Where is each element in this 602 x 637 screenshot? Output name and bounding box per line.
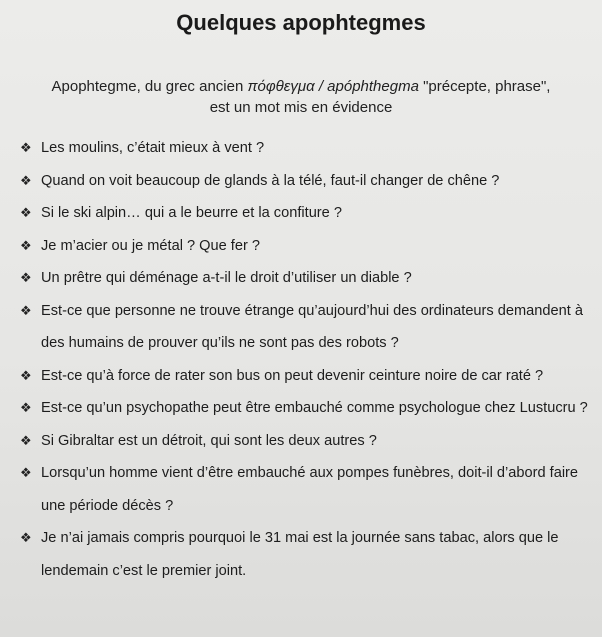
intro-paragraph [40,76,562,118]
intro-transliteration: apóphthegma [327,78,419,95]
list-item [20,522,600,587]
diamond-bullet-icon: ❖ [20,140,32,155]
list-item [20,360,600,393]
list-item [20,392,600,425]
list-item-text: Est-ce qu’à force de rater son bus on peut devenir ceinture noire de car raté ? [41,367,544,384]
list-item-text: Si Gibraltar est un détroit, qui sont les deux autres ? [41,432,377,449]
diamond-bullet-icon: ❖ [20,400,32,415]
list-item-text: Lorsqu’un homme vient d’être embauché aux pompes funèbres, doit-il d’abord faire une période décès ? [41,465,579,514]
list-item [20,262,600,295]
diamond-bullet-icon: ❖ [20,172,32,188]
intro-text-after: "précepte, phrase", est un mot mis en évidence [209,78,551,116]
list-item [20,295,600,360]
list-item [20,425,600,458]
diamond-bullet-icon: ❖ [20,205,32,220]
list-item-text: Quand on voit beaucoup de glands à la télé, faut-il changer de chêne ? [41,172,500,189]
list-item-text: Si le ski alpin… qui a le beurre et la confiture ? [41,205,342,221]
list-item-text: Un prêtre qui déménage a-t-il le droit d’utiliser un diable ? [41,270,412,286]
page-title: Quelques apophtegmes [176,10,426,35]
diamond-bullet-icon: ❖ [20,237,32,253]
list-item-text: Je n’ai jamais compris pourquoi le 31 mai est la journée sans tabac, alors que le lendemain c’est le premier joint. [41,530,559,579]
list-item-text: Est-ce que personne ne trouve étrange qu’aujourd’hui des ordinateurs demandent à des humains de prouver qu’ils ne sont pas des robots ? [41,302,583,351]
list-item [20,197,600,230]
apophthegm-list [20,132,600,587]
list-item-text: Je m’acier ou je métal ? Que fer ? [41,237,261,254]
intro-separator: / [314,78,328,95]
diamond-bullet-icon: ❖ [20,432,32,448]
list-item-text: Est-ce qu’un psychopathe peut être embauché comme psychologue chez Lustucru ? [41,400,588,416]
list-item [20,457,600,522]
list-item [20,132,600,165]
intro-text-before: Apophtegme, du grec ancien [51,78,248,95]
list-item [20,230,600,263]
diamond-bullet-icon: ❖ [20,302,32,318]
diamond-bullet-icon: ❖ [20,367,32,383]
intro-greek-word: πόφθεγμα [247,78,315,95]
diamond-bullet-icon: ❖ [20,530,32,545]
list-item-text: Les moulins, c’était mieux à vent ? [41,140,265,156]
diamond-bullet-icon: ❖ [20,270,32,285]
list-item [20,165,600,198]
diamond-bullet-icon: ❖ [20,465,32,480]
